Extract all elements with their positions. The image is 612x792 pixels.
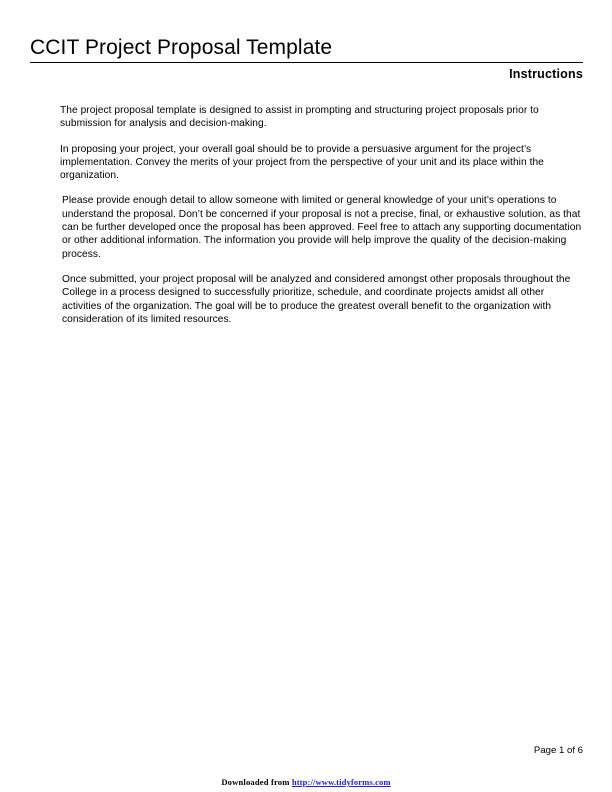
title-divider (30, 62, 583, 63)
paragraph-3: Please provide enough detail to allow someone with limited or general knowledge of your unit’s operations to understand the proposal. Don’t be concerned if your proposal is not a precise, final, or exhaustive solution, as that can be further developed once the proposal has been approved. Feel free to attach any supporting documentation or other additional information. The information you provide will help improve the quality of the decision-making process. (62, 195, 582, 260)
paragraph-2: In proposing your project, your overall goal should be to provide a persuasive argument for the project’s implementation. Convey the merits of your project from the perspective of your unit and its place within the organization. (60, 143, 544, 182)
paragraph-1: The project proposal template is designed to assist in prompting and structuring project proposals prior to submission for analysis and decision-making. (60, 105, 539, 130)
section-heading: Instructions (509, 67, 583, 81)
attribution-prefix: Downloaded from (221, 777, 292, 787)
body-content (60, 104, 584, 326)
document-header (30, 36, 583, 82)
paragraph-4: Once submitted, your project proposal will be analyzed and considered amongst other proposals throughout the College in a process designed to successfully prioritize, schedule, and coordinate projects amidst all other activities of the organization. The goal will be to produce the greatest overall benefit to the organization with consideration of its limited resources. (62, 273, 571, 325)
page-title: CCIT Project Proposal Template (30, 36, 333, 59)
page-number: Page 1 of 6 (533, 745, 583, 756)
attribution-line (0, 777, 612, 788)
attribution-link[interactable]: http://www.tidyforms.com (291, 777, 391, 787)
